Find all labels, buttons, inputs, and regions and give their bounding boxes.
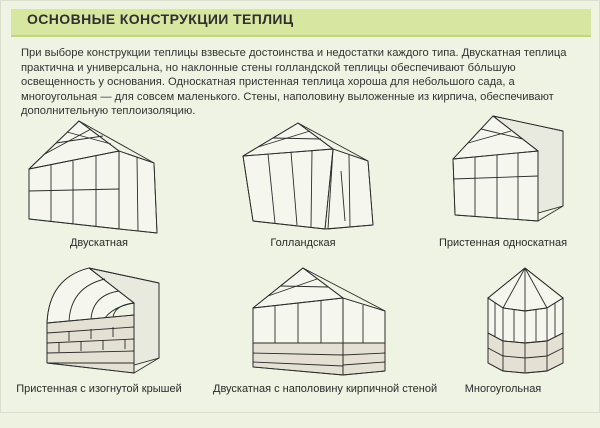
page-title: ОСНОВНЫЕ КОНСТРУКЦИИ ТЕПЛИЦ [27,11,294,27]
figure-lean-to [413,101,593,266]
caption-lean-to: Пристенная односкатная [438,237,568,249]
half-brick-gable-greenhouse-drawing [213,263,438,428]
figure-gable [9,101,189,266]
intro-paragraph: При выборе конструкции теплицы взвесьте достоинства и недостатки каждого типа. Двускатная теплица практична и универсальна, но наклонные стены голландской теплицы обеспечивают бо́льшую освещенность у основания. Односкатная пристенная теплица хороша для небольшого сада, а многоугольная — для совсем маленького. Стены, наполовину выложенные из кирпича, обеспечивают дополнительную теплоизоляцию. [21,47,567,117]
figure-half-brick-gable [213,263,438,428]
polygonal-greenhouse-drawing [413,263,593,428]
caption-gable: Двускатная [69,237,129,249]
figure-dutch [213,101,393,266]
caption-curved-lean-to: Пристенная с изогнутой крышей [16,383,182,395]
caption-polygonal: Многоугольная [464,383,542,395]
figure-polygonal [413,263,593,428]
caption-dutch: Голландская [270,237,336,249]
figure-curved-lean-to [9,263,189,428]
curved-lean-to-greenhouse-drawing [9,263,189,428]
caption-half-brick-gable: Двускатная с наполовину кирпичной стеной [213,383,438,395]
